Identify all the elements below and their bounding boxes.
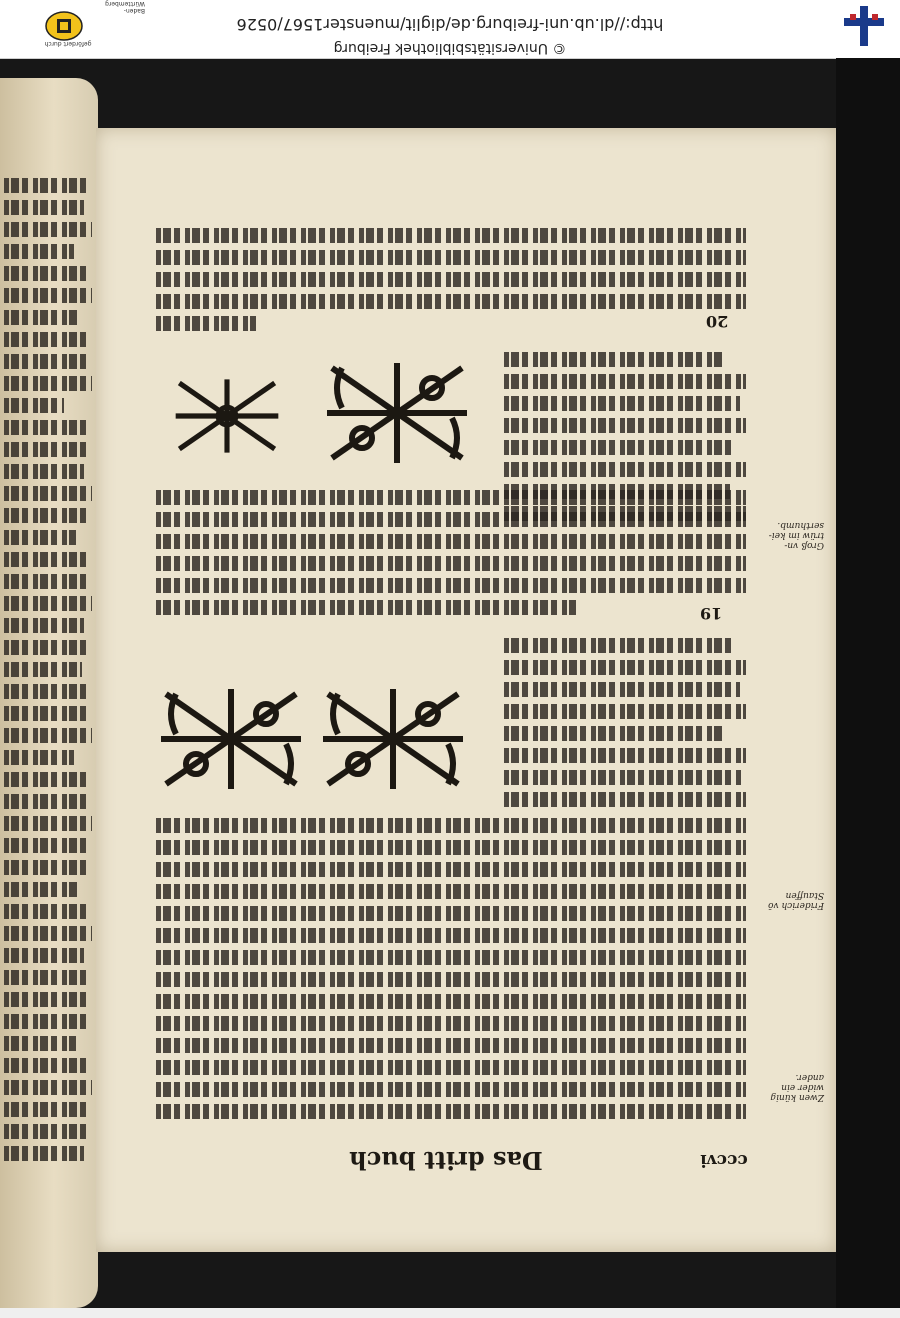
paragraph-block-4	[504, 352, 746, 528]
facing-page-text	[4, 178, 94, 1168]
state-crest-icon	[44, 10, 84, 42]
copyright-text: © Universitätsbibliothek Freiburg	[333, 40, 567, 56]
margin-note-2: Friderich vō Stauffen	[768, 890, 824, 910]
monogram-emblem-3	[322, 358, 472, 468]
section-number-19: 19	[700, 604, 723, 623]
paragraph-block-1	[156, 818, 746, 1126]
facing-page	[0, 78, 98, 1308]
paragraph-block-5	[156, 228, 746, 338]
bottom-strip	[0, 1308, 900, 1318]
monogram-emblem-1	[318, 684, 468, 794]
sponsor-name: Baden-Württemberg	[105, 0, 145, 14]
running-title: Das dritt buch	[349, 1146, 543, 1175]
margin-note-1: Zwen künig wider ein ander.	[770, 1072, 824, 1102]
monogram-emblem-4	[172, 374, 282, 458]
monogram-emblem-2	[156, 684, 306, 794]
university-logo-icon	[842, 4, 886, 48]
sponsor-text: gefördert durch	[44, 40, 92, 47]
folio-number: cccvi	[700, 1150, 748, 1170]
margin-note-3: Groß vn-trüw im kei-serthumb.	[768, 520, 824, 550]
printed-page	[96, 128, 836, 1252]
library-header	[0, 0, 900, 59]
right-frame	[836, 58, 900, 1318]
paragraph-block-2	[504, 638, 746, 814]
source-url[interactable]: http://dl.ub.uni-freiburg.de/diglit/muenster1567/0526	[236, 15, 664, 34]
section-number-20: 20	[706, 312, 729, 331]
